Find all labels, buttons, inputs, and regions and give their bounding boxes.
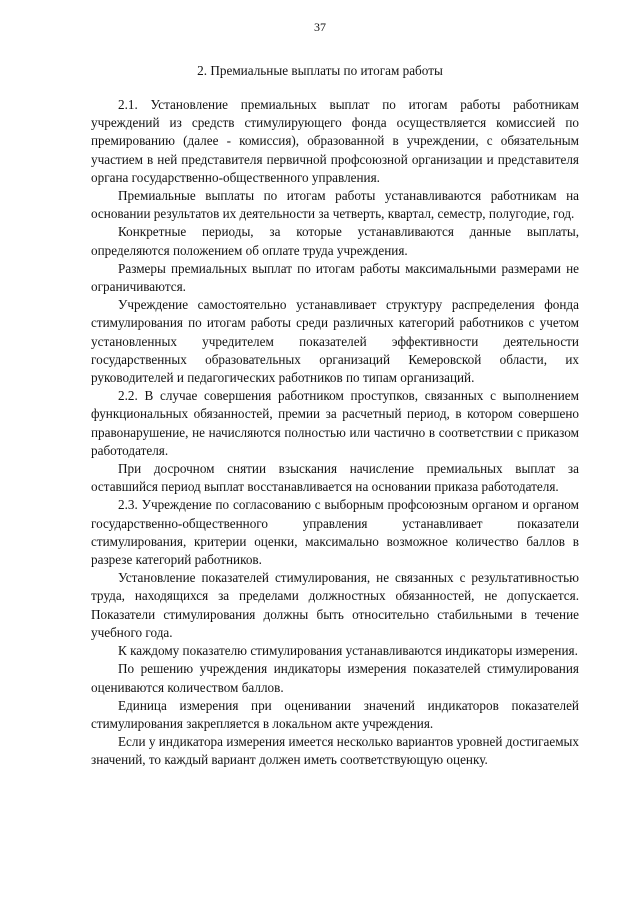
paragraph-variants: Если у индикатора измерения имеется несколько вариантов уровней достигаемых значений, то каждый вариант должен иметь соответствующую оценку. bbox=[91, 734, 579, 768]
paragraph-2-2: 2.2. В случае совершения работником проступков, связанных с выполнением функциональных обязанностей, премии за расчетный период, в котором совершено правонарушение, не начисляются полностью или частично в соответствии с приказом работодателя. bbox=[91, 388, 579, 458]
paragraph-unit: Единица измерения при оценивании значений индикаторов показателей стимулирования закрепляется в локальном акте учреждения. bbox=[91, 697, 579, 731]
page-number: 37 bbox=[314, 20, 326, 34]
paragraph-periods: Премиальные выплаты по итогам работы устанавливаются работникам на основании результатов их деятельности за четверть, квартал, семестр, полугодие, год. bbox=[91, 188, 579, 222]
paragraph-sizes: Размеры премиальных выплат по итогам работы максимальными размерами не ограничиваются. bbox=[91, 260, 579, 295]
paragraph-2-3: 2.3. Учреждение по согласованию с выборным профсоюзным органом и органом государственно-общественного управления устанавливает показатели стимулирования, критерии оценки, максимально возможное количество баллов в разрезе категорий работников. bbox=[91, 497, 579, 568]
section-heading: 2. Премиальные выплаты по итогам работы bbox=[197, 63, 443, 78]
paragraph-indicators-setup: Установление показателей стимулирования, не связанных с результативностью труда, находящихся за пределами должностных обязанностей, не допускается. Показатели стимулирования должны быть относительно стабильными в течение учебного года. bbox=[91, 570, 579, 640]
paragraph-points: По решению учреждения индикаторы измерения показателей стимулирования оцениваются количеством баллов. bbox=[91, 661, 579, 695]
paragraph-2-1: 2.1. Установление премиальных выплат по итогам работы работникам учреждений из средств стимулирующего фонда осуществляется комиссией по премированию (далее - комиссия), образованной в учреждении, с обязательным участием в ней представителя первичной профсоюзной организации и представителя органа государственно-общественного управления. bbox=[91, 97, 579, 185]
paragraph-structure: Учреждение самостоятельно устанавливает структуру распределения фонда стимулирования по итогам работы среди различных категорий работников с учетом установленных учредителем показателей эффективности деятельности государственных образовательных организаций Кемеровской области, их руководителей и педагогических работников по типам организаций. bbox=[91, 297, 579, 386]
document-body bbox=[91, 96, 579, 770]
paragraph-early-removal: При досрочном снятии взыскания начисление премиальных выплат за оставшийся период выплат восстанавливается на основании приказа работодателя. bbox=[91, 461, 579, 495]
paragraph-specific-periods: Конкретные периоды, за которые устанавливаются данные выплаты, определяются положением об оплате труда учреждения. bbox=[91, 224, 579, 258]
paragraph-measurement-indicators: К каждому показателю стимулирования устанавливаются индикаторы измерения. bbox=[118, 643, 578, 659]
